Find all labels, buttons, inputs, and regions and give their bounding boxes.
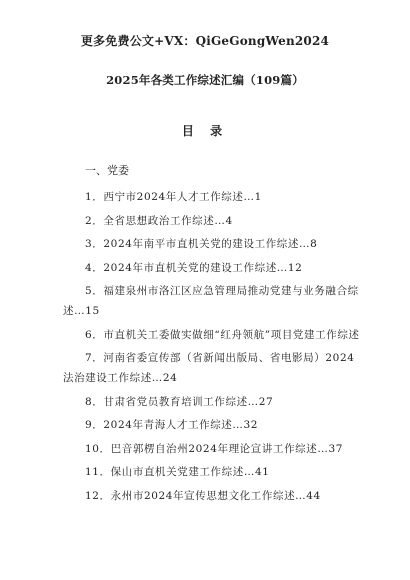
collection-title: 2025年各类工作综述汇编（109篇） bbox=[106, 73, 304, 87]
toc-entry-8[interactable]: 8．甘肃省党员教育培训工作综述…27 bbox=[85, 395, 274, 408]
table-of-contents bbox=[63, 164, 363, 509]
toc-entry-10[interactable]: 10．巴音郭楞自治州2024年理论宣讲工作综述…37 bbox=[85, 442, 344, 455]
toc-section-heading: 一、党委 bbox=[85, 164, 129, 177]
toc-entry-2[interactable]: 2．全省思想政治工作综述…4 bbox=[85, 214, 233, 227]
toc-entry-12[interactable]: 12．永州市2024年宣传思想文化工作综述…44 bbox=[85, 489, 321, 502]
toc-title: 目 录 bbox=[181, 124, 229, 138]
toc-entry-4[interactable]: 4．2024年市直机关党的建设工作综述…12 bbox=[85, 261, 303, 274]
promo-text: 更多免费公文+VX：QiGeGongWen2024 bbox=[80, 34, 330, 48]
toc-entry-1[interactable]: 1．西宁市2024年人才工作综述…1 bbox=[85, 191, 262, 203]
toc-entry-5[interactable]: 5．福建泉州市洛江区应急管理局推动党建与业务融合综述…15 bbox=[63, 285, 359, 317]
toc-entry-6[interactable]: 6．市直机关工委做实做细“红舟领航”项目党建工作综述 bbox=[85, 328, 360, 341]
toc-entry-9[interactable]: 9．2024年青海人才工作综述…32 bbox=[85, 419, 259, 431]
toc-entry-11[interactable]: 11．保山市直机关党建工作综述…41 bbox=[85, 466, 270, 478]
toc-entry-7[interactable]: 7．河南省委宣传部（省新闻出版局、省电影局）2024法治建设工作综述…24 bbox=[63, 352, 355, 384]
toc-entry-3[interactable]: 3．2024年南平市直机关党的建设工作综述…8 bbox=[85, 238, 318, 250]
